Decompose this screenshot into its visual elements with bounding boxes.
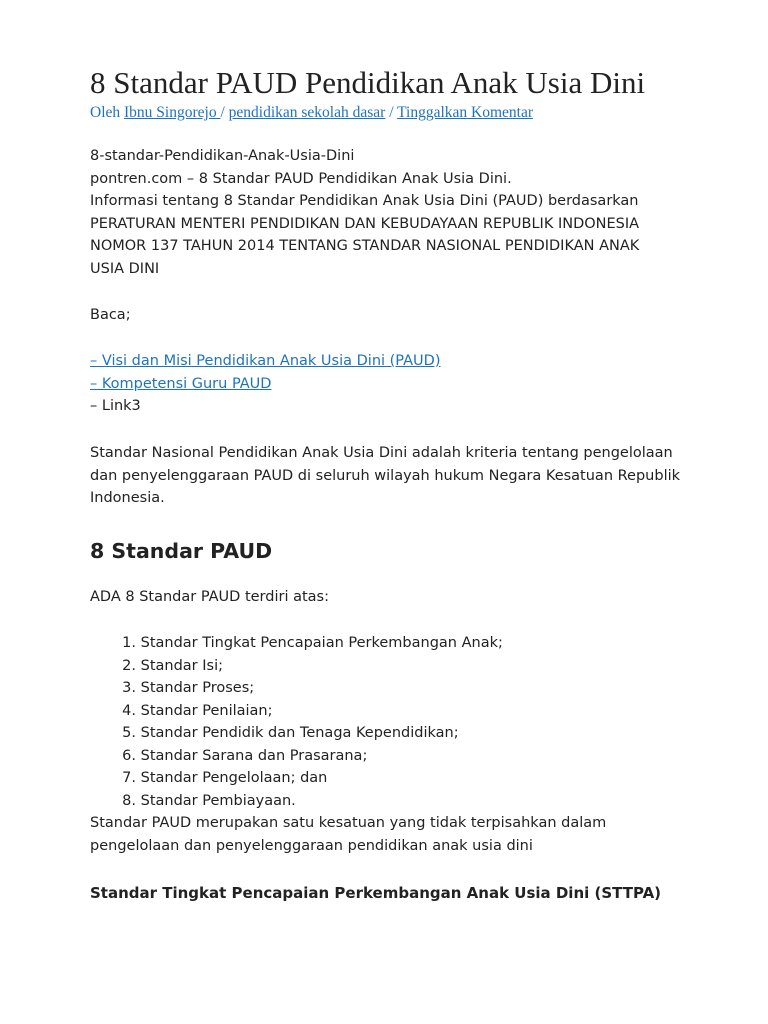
list-number: 8. (122, 792, 136, 809)
list-number: 6. (122, 747, 136, 764)
section-lead-text: ADA 8 Standar PAUD terdiri atas: (90, 589, 329, 605)
intro-line: PERATURAN MENTERI PENDIDIKAN DAN KEBUDAYAAN REPUBLIK INDONESIA (90, 215, 640, 232)
list-text: Standar Pembiayaan. (140, 792, 296, 809)
definition-line: dan penyelenggaraan PAUD di seluruh wilayah hukum Negara Kesatuan Republik (90, 467, 681, 484)
related-plain-link3: – Link3 (90, 398, 141, 414)
post-meta (90, 102, 533, 124)
list-number: 1. (122, 635, 136, 651)
subsection-heading: Standar Tingkat Pencapaian Perkembangan Anak Usia Dini (STTPA) (90, 884, 662, 902)
intro-line: USIA DINI (90, 260, 160, 277)
author-link[interactable]: Ibnu Singorejo (124, 104, 221, 121)
related-links (90, 350, 690, 418)
list-number: 2. (122, 657, 136, 674)
section-closing (90, 812, 690, 857)
related-link-kompetensi-guru[interactable]: – Kompetensi Guru PAUD (90, 375, 272, 392)
meta-separator: / (220, 104, 229, 121)
closing-line: pengelolaan dan penyelenggaraan pendidikan anak usia dini (90, 837, 533, 854)
list-item (90, 632, 503, 655)
read-label-text: Baca; (90, 307, 131, 323)
list-text: Standar Sarana dan Prasarana; (140, 747, 368, 764)
list-item (90, 767, 503, 790)
list-text: Standar Isi; (140, 657, 223, 674)
list-number: 3. (122, 680, 136, 696)
image-alt-text: 8-standar-Pendidikan-Anak-Usia-Dini (90, 148, 355, 164)
read-label (90, 304, 690, 327)
list-number: 7. (122, 770, 136, 786)
list-text: Standar Proses; (140, 680, 255, 696)
category-link[interactable]: pendidikan sekolah dasar (228, 104, 386, 121)
list-text: Standar Pengelolaan; dan (140, 770, 328, 786)
intro-line: pontren.com – 8 Standar PAUD Pendidikan Anak Usia Dini. (90, 170, 512, 187)
list-number: 5. (122, 725, 136, 741)
definition-paragraph (90, 442, 690, 510)
meta-by-label: Oleh (90, 104, 125, 121)
list-item (90, 655, 503, 678)
list-item (90, 700, 503, 723)
post-title: 8 Standar PAUD Pendidikan Anak Usia Dini (90, 65, 646, 100)
section-heading: 8 Standar PAUD (90, 539, 273, 563)
definition-line: Indonesia. (90, 490, 165, 506)
related-link-visi-misi[interactable]: – Visi dan Misi Pendidikan Anak Usia Dini (PAUD) (90, 353, 441, 369)
intro-line: Informasi tentang 8 Standar Pendidikan Anak Usia Dini (PAUD) berdasarkan (90, 193, 639, 209)
list-number: 4. (122, 702, 136, 719)
section-lead (90, 586, 690, 609)
definition-line: Standar Nasional Pendidikan Anak Usia Dini adalah kriteria tentang pengelolaan (90, 445, 673, 461)
list-item (90, 745, 503, 768)
list-item (90, 722, 503, 745)
list-item (90, 790, 503, 813)
meta-separator: / (385, 104, 398, 121)
intro-line: NOMOR 137 TAHUN 2014 TENTANG STANDAR NASIONAL PENDIDIKAN ANAK (90, 238, 640, 254)
standards-list (90, 632, 503, 812)
list-text: Standar Tingkat Pencapaian Perkembangan Anak; (140, 635, 503, 651)
leave-comment-link[interactable]: Tinggalkan Komentar (397, 104, 534, 121)
list-text: Standar Penilaian; (140, 702, 273, 719)
intro-block (90, 145, 690, 280)
list-text: Standar Pendidik dan Tenaga Kependidikan; (140, 725, 459, 741)
closing-line: Standar PAUD merupakan satu kesatuan yang tidak terpisahkan dalam (90, 815, 607, 831)
list-item (90, 677, 503, 700)
